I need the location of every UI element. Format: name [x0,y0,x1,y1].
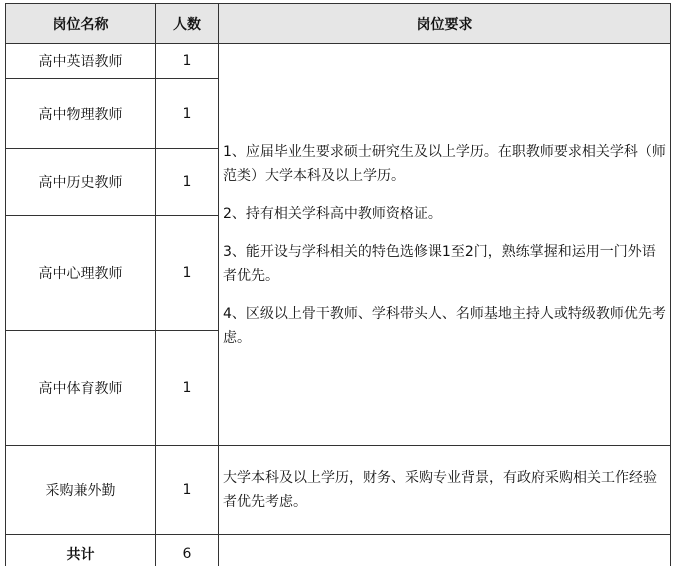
position-cell: 高中体育教师 [6,331,156,446]
purchase-requirements-cell: 大学本科及以上学历，财务、采购专业背景，有政府采购相关工作经验者优先考虑。 [219,446,671,535]
header-requirements: 岗位要求 [219,4,671,44]
job-positions-table [5,3,671,566]
total-count: 6 [156,535,219,566]
position-cell: 高中英语教师 [6,44,156,79]
requirement-item: 3、能开设与学科相关的特色选修课1至2门，熟练掌握和运用一门外语者优先。 [223,243,656,284]
header-count: 人数 [156,4,219,44]
count-cell: 1 [156,149,219,216]
requirement-item: 1、应届毕业生要求硕士研究生及以上学历。在职教师要求相关学科（师范类）大学本科及以上学历。 [223,143,666,184]
count-cell: 1 [156,446,219,535]
teacher-requirements-cell [219,44,671,446]
count-cell: 1 [156,44,219,79]
total-row [6,535,671,566]
requirement-item: 2、持有相关学科高中教师资格证。 [223,205,442,222]
count-cell: 1 [156,331,219,446]
total-label: 共计 [6,535,156,566]
count-cell: 1 [156,216,219,331]
position-cell: 高中物理教师 [6,79,156,149]
table-row [6,44,671,79]
position-cell: 采购兼外勤 [6,446,156,535]
total-empty-cell [219,535,671,566]
header-position: 岗位名称 [6,4,156,44]
requirement-item: 4、区级以上骨干教师、学科带头人、名师基地主持人或特级教师优先考虑。 [223,305,666,346]
count-cell: 1 [156,79,219,149]
header-row [6,4,671,44]
table-row [6,446,671,535]
position-cell: 高中心理教师 [6,216,156,331]
position-cell: 高中历史教师 [6,149,156,216]
